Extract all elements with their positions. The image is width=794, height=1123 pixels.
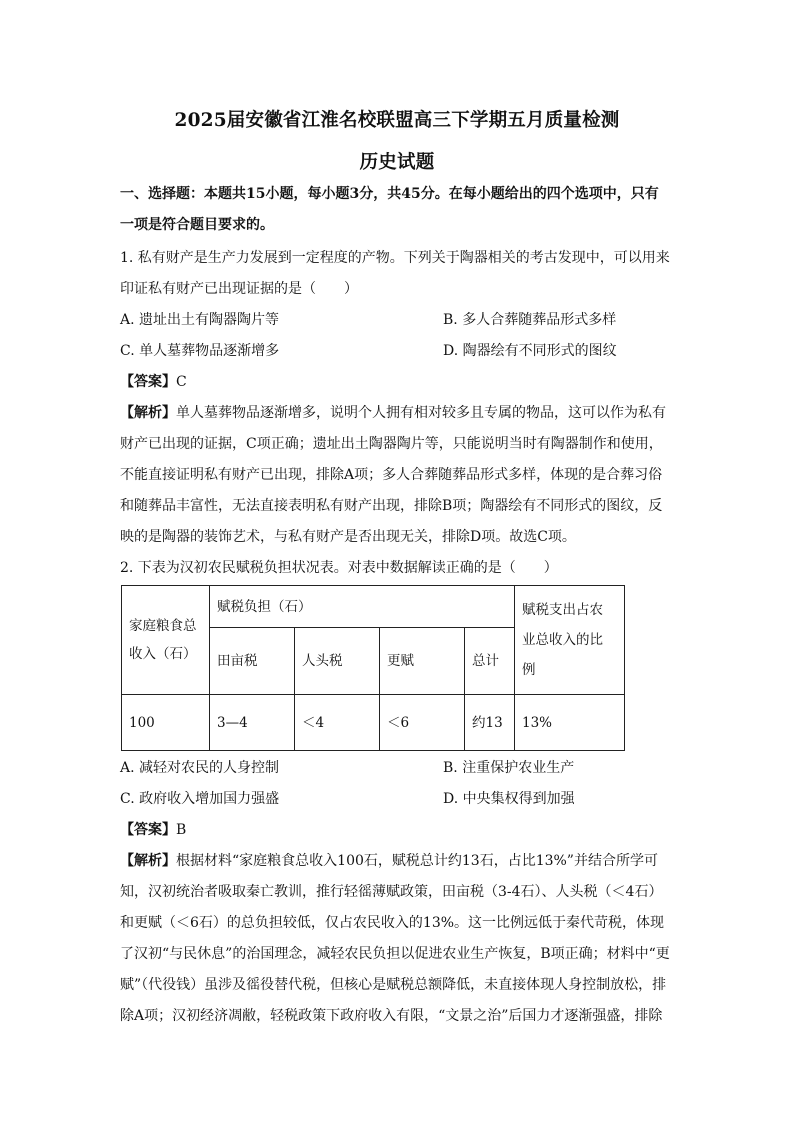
q2-analysis-line2: 知，汉初统治者吸取秦亡教训，推行轻徭薄赋政策，田亩税（3-4石）、人头税（＜4石） [120, 884, 663, 900]
q2-answer-tag: 【答案】 [120, 822, 176, 838]
q2-analysis-text-1: 根据材料“家庭粮食总收入100石，赋税总计约13石，占比13%”并结合所学可 [176, 853, 658, 869]
subheader-total: 总计 [465, 628, 515, 695]
q1-analysis-line2: 财产已出现的证据，C项正确；遗址出土陶器陶片等，只能说明当时有陶器制作和使用， [120, 436, 663, 452]
q2-analysis-line3: 和更赋（＜6石）的总负担较低，仅占农民收入的13%。这一比例远低于秦代苛税，体现 [120, 915, 665, 931]
table-header-row [122, 586, 625, 628]
q1-analysis-tag: 【解析】 [120, 405, 176, 421]
q2-answer [120, 820, 676, 840]
section-heading-line1: 一、选择题：本题共15小题，每小题3分，共45分。在每小题给出的四个选项中，只有 [120, 186, 659, 202]
q2-option-d: D. 中央集权得到加强 [443, 791, 575, 807]
header-ratio-line3: 例 [522, 662, 536, 678]
subheader-poll-tax: 人头税 [295, 628, 380, 695]
cell-poll-tax: ＜4 [295, 695, 380, 751]
page-title: 2025届安徽省江淮名校联盟高三下学期五月质量检测 [174, 110, 620, 131]
cell-ratio: 13% [515, 695, 625, 751]
cell-service-tax: ＜6 [380, 695, 465, 751]
q1-answer-value: C [176, 374, 187, 390]
cell-total: 约13 [465, 695, 515, 751]
subheader-service-tax: 更赋 [380, 628, 465, 695]
header-ratio-line2: 业总收入的比 [522, 632, 603, 648]
header-income [122, 586, 210, 695]
header-income-line2: 收入（石） [129, 646, 197, 662]
q1-analysis-line1 [120, 403, 676, 423]
q2-analysis-tag: 【解析】 [120, 853, 176, 869]
header-income-line1: 家庭粮食总 [129, 618, 197, 634]
q2-option-b: B. 注重保护农业生产 [443, 760, 575, 776]
q1-option-d: D. 陶器绘有不同形式的图纹 [443, 343, 617, 359]
section-heading-line2: 一项是符合题目要求的。 [120, 217, 274, 233]
q1-stem-line1: 1. 私有财产是生产力发展到一定程度的产物。下列关于陶器相关的考古发现中，可以用来 [120, 250, 670, 266]
q2-analysis-line4: 了汉初“与民休息”的治国理念，减轻农民负担以促进农业生产恢复，B项正确；材料中“更 [120, 946, 670, 962]
subheader-land-tax: 田亩税 [210, 628, 295, 695]
q1-analysis-text-1: 单人墓葬物品逐渐增多，说明个人拥有相对较多且专属的物品，这可以作为私有 [176, 405, 666, 421]
q2-analysis-line6: 除A项；汉初经济凋敝，轻税政策下政府收入有限，“文景之治”后国力才逐渐强盛，排除 [120, 1008, 663, 1024]
q1-option-a: A. 遗址出土有陶器陶片等 [120, 312, 280, 328]
q1-answer-tag: 【答案】 [120, 374, 176, 390]
header-ratio-line1: 赋税支出占农 [522, 602, 603, 618]
q2-analysis-line5: 赋”（代役钱）虽涉及徭役替代税，但核心是赋税总额降低，未直接体现人身控制放松，排 [120, 977, 667, 993]
table-row [122, 695, 625, 751]
q2-analysis-line1 [120, 851, 676, 871]
q1-stem-line2: 印证私有财产已出现证据的是（ ） [120, 281, 358, 297]
page-subtitle: 历史试题 [359, 152, 435, 173]
q1-option-b: B. 多人合葬随葬品形式多样 [443, 312, 617, 328]
q2-answer-value: B [176, 822, 187, 838]
header-burden: 赋税负担（石） [210, 586, 515, 628]
q2-stem: 2. 下表为汉初农民赋税负担状况表。对表中数据解读正确的是（ ） [120, 560, 558, 576]
header-ratio [515, 586, 625, 695]
cell-land-tax: 3—4 [210, 695, 295, 751]
q1-analysis-line5: 映的是陶器的装饰艺术，与私有财产是否出现无关，排除D项。故选C项。 [120, 529, 576, 545]
q1-answer [120, 372, 676, 392]
q1-analysis-line3: 不能直接证明私有财产已出现，排除A项；多人合葬随葬品形式多样，体现的是合葬习俗 [120, 467, 663, 483]
q1-analysis-line4: 和随葬品丰富性，无法直接表明私有财产出现，排除B项；陶器绘有不同形式的图纹，反 [120, 498, 663, 514]
q2-option-c: C. 政府收入增加国力强盛 [120, 791, 280, 807]
q1-option-c: C. 单人墓葬物品逐渐增多 [120, 343, 280, 359]
cell-income: 100 [122, 695, 210, 751]
q2-option-a: A. 减轻对农民的人身控制 [120, 760, 280, 776]
tax-table [121, 585, 625, 751]
